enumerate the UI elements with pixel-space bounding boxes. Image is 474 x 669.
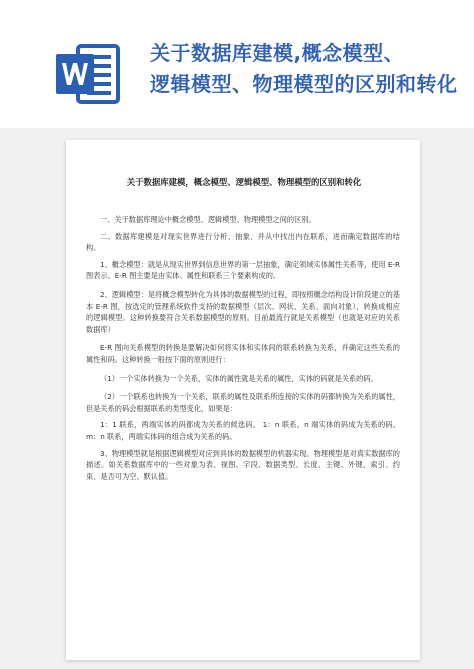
paragraph: 1、概念模型：就是从现实世界到信息世界的第一层抽象，确定领域实体属性关系等，使用 E-R 图表示。E-R 图主要是由实体、属性和联系三个要素构成的。 — [86, 259, 400, 281]
banner-title-line-1: 关于数据库建模,概念模型、 — [150, 41, 405, 65]
paragraph: 二、数据库建模是对现实世界进行分析、抽象、并从中找出内在联系，进而确定数据库的结构。 — [86, 231, 400, 253]
document-body — [86, 214, 400, 487]
paragraph: （1）一个实体转换为一个关系，实体的属性就是关系的属性，实体的码就是关系的码。 — [100, 373, 378, 383]
paragraph: （2）一个联系也转换为一个关系，联系的属性及联系所连接的实体的码都转换为关系的属性，但是关系的码会根据联系的类型变化，如果是： — [86, 392, 400, 413]
document-page[interactable] — [66, 140, 420, 660]
word-document-icon — [54, 40, 124, 108]
banner-title-line-2: 逻辑模型、物理模型的区别和转化 — [150, 72, 458, 96]
document-preview-area — [0, 128, 474, 669]
paragraph: 2、逻辑模型：是将概念模型转化为具体的数据模型的过程，即按照概念结构设计阶段建立的基本 E-R 图，按选定的管理系统软件支持的数据模型（层次、网状、关系、面向对象），转换成相应的逻辑模型。这种转换要符合关系数据模型的原则。目前最流行就是关系模型（也就是对应的关系数据库） — [86, 289, 400, 334]
paragraph: 1：1 联系，两端实体的码都成为关系的候选码。 1：n 联系，n 端实体的码成为关系的码。 m：n 联系，两端实体码的组合成为关系的码。 — [86, 420, 400, 441]
paragraph: 3、物理模型就是根据逻辑模型对应到具体的数据模型的机器实现。物理模型是对真实数据库的描述。如关系数据库中的一些对象为表、视图、字段、数据类型、长度、主键、外键、索引、约束、是否可为空、默认值。 — [86, 448, 400, 481]
banner — [0, 0, 474, 128]
banner-title — [150, 38, 468, 100]
paragraph: 一、关于数据库理论中概念模型、逻辑模型、物理模型之间的区别。 — [100, 215, 316, 224]
document-title: 关于数据库建模，概念模型、逻辑模型、物理模型的区别和转化 — [126, 177, 362, 187]
paragraph: E-R 图向关系模型的转换是要解决如何将实体和实体间的联系转换为关系，并确定这些关系的属性和码。这种转换一般按下面的原则进行： — [86, 343, 400, 364]
